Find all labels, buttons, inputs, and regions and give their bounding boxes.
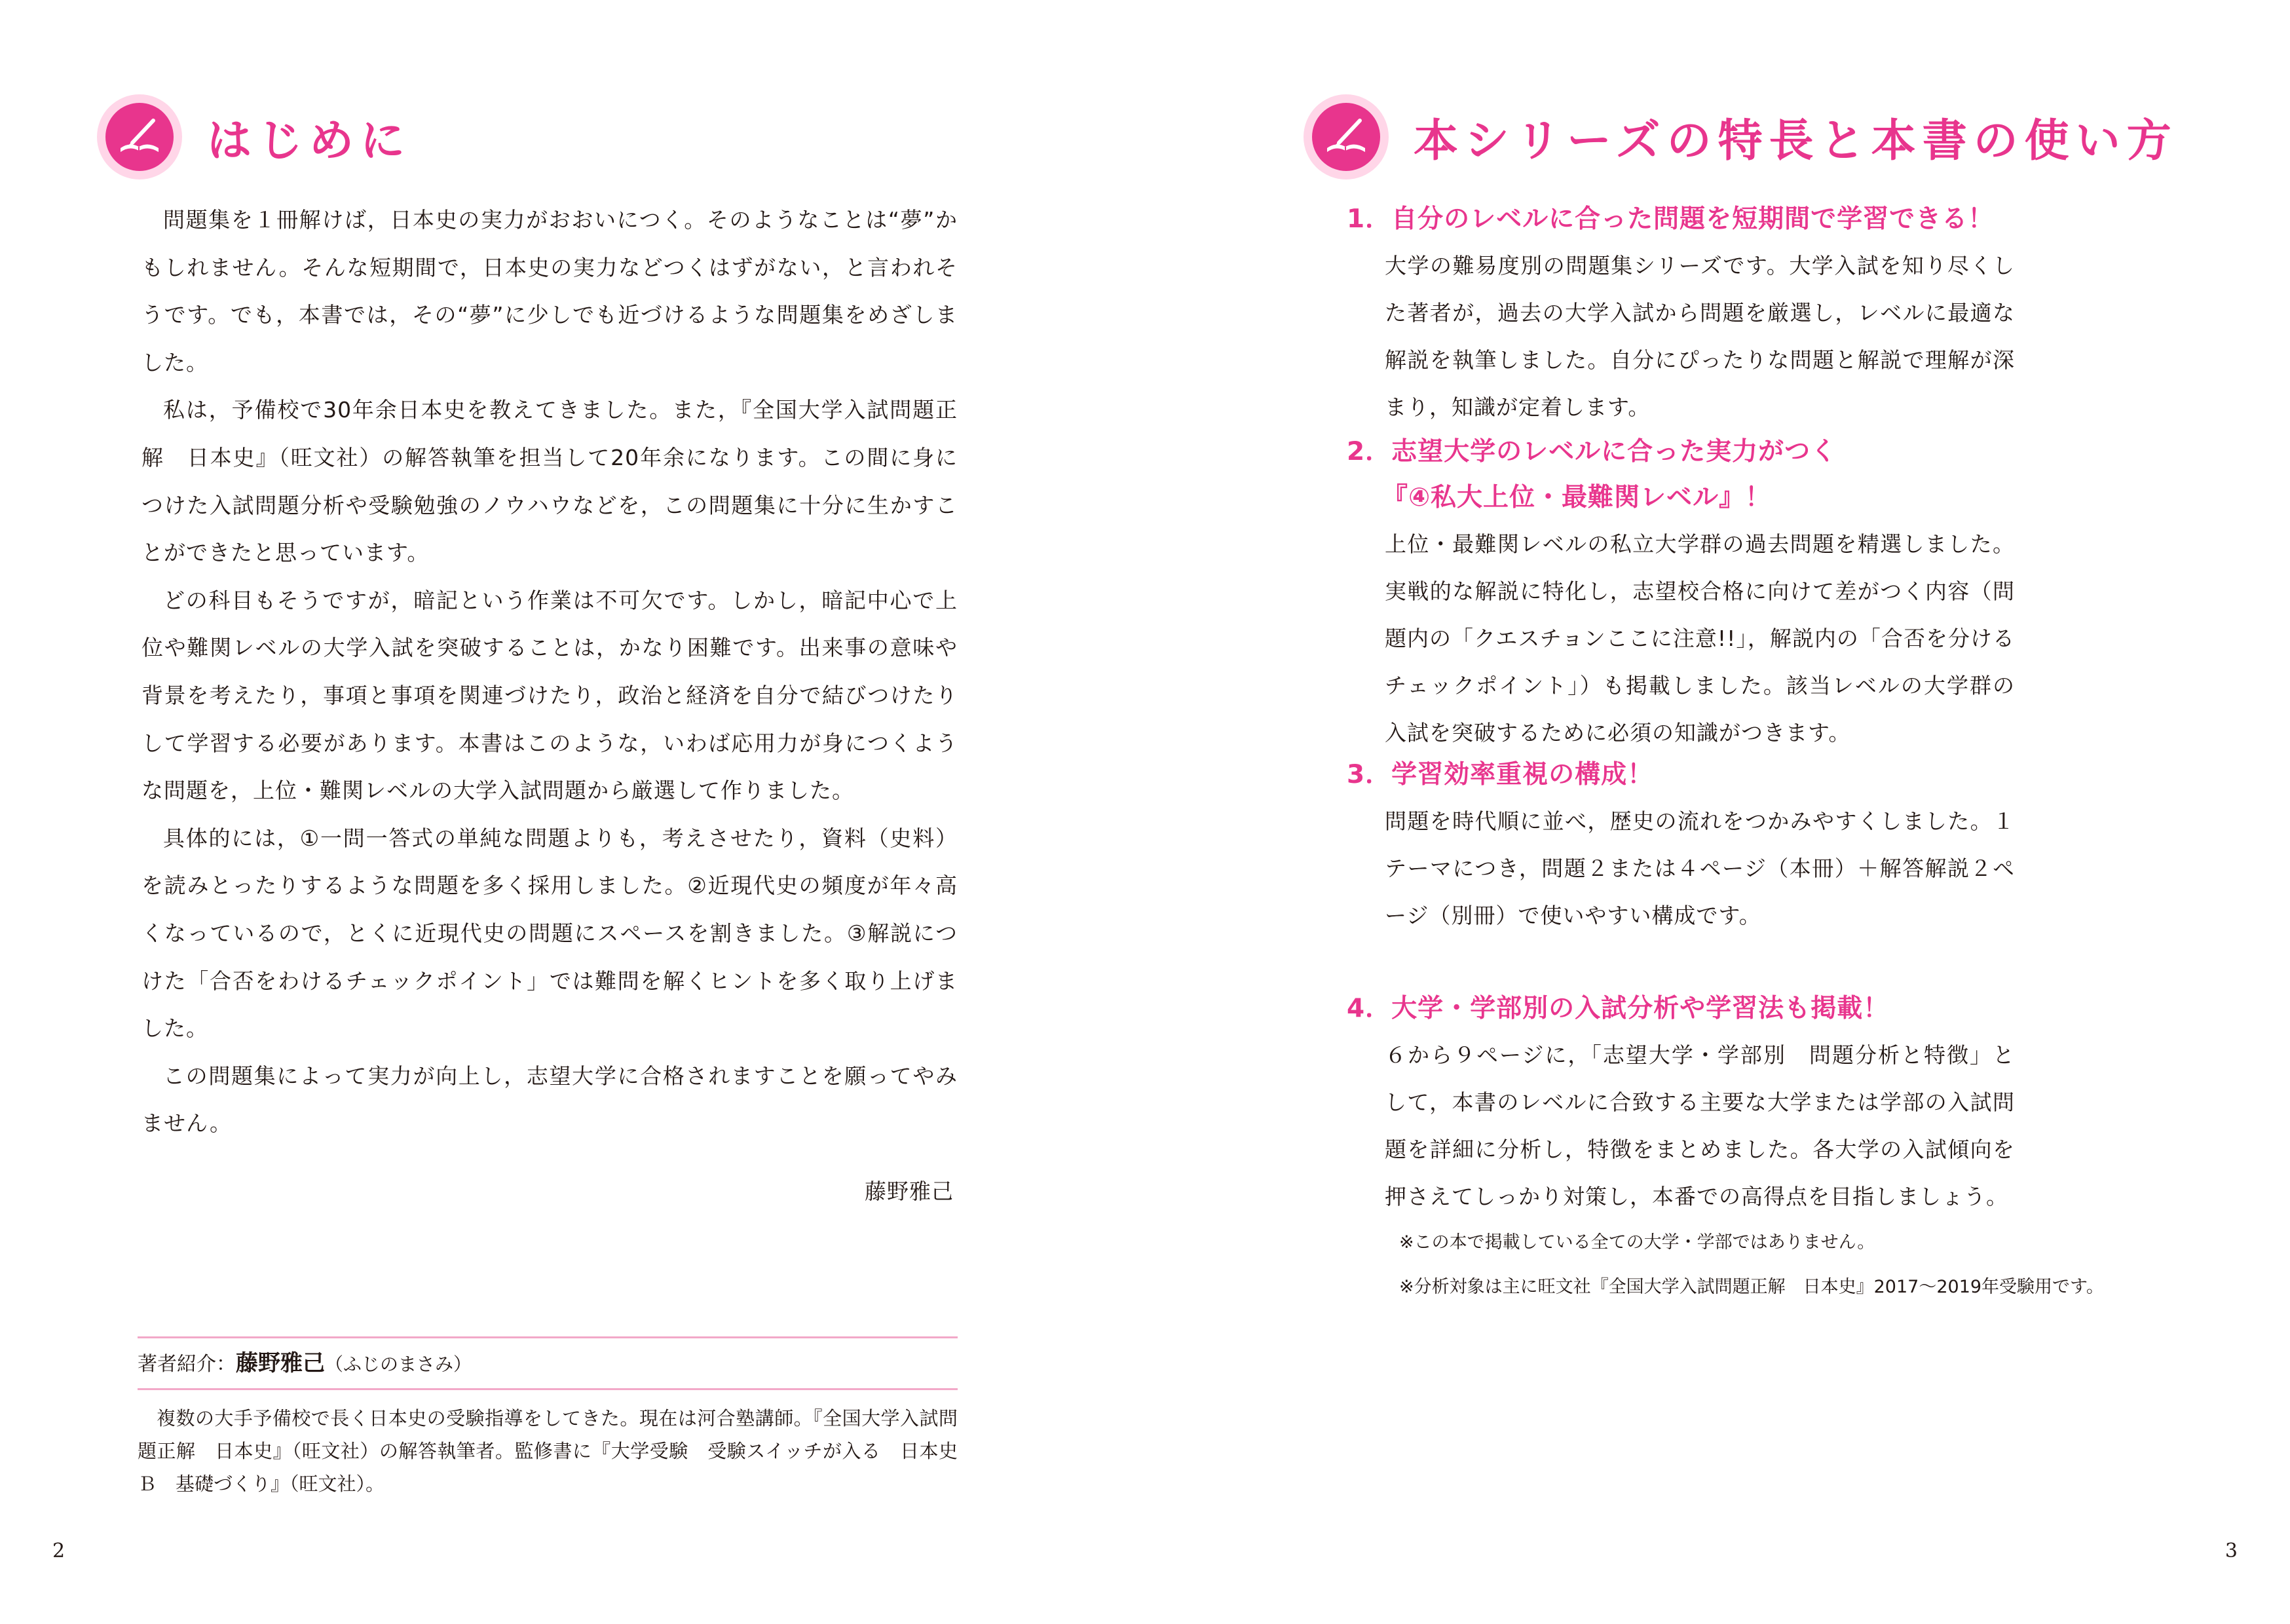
divider	[138, 1388, 958, 1390]
right-page	[1145, 0, 2290, 1624]
book-pen-icon	[1304, 94, 1389, 179]
feature-body: 上位・最難関レベルの私立大学群の過去問題を精選しました。実戦的な解説に特化し，志望校合格に向けて差がつく内容（問題内の「クエスチョンここに注意!!」，解説内の「合否を分けるチェックポイント」）も掲載しました。該当レベルの大学群の入試を突破するために必須の知識がつきます。	[1385, 531, 2015, 746]
feature-item	[1347, 752, 2015, 939]
feature-body: 問題を時代順に並べ，歴史の流れをつかみやすくしました。１テーマにつき，問題２または４ページ（本冊）＋解答解説２ページ（別冊）で使いやすい構成です。	[1385, 808, 2015, 928]
author-label: 著者紹介：	[138, 1353, 236, 1376]
feature-body: ６から９ページに，「志望大学・学部別 問題分析と特徴」として，本書のレベルに合致する主要な大学または学部の入試問題を詳細に分析し，特徴をまとめました。各大学の入試傾向を押さえてしっかり対策し，本番での高得点を目指しましょう。	[1385, 1042, 2015, 1209]
feature-title: 4．大学・学部別の入試分析や学習法も掲載！	[1347, 994, 1890, 1023]
author-bio: 複数の大手予備校で長く日本史の受験指導をしてきた。現在は河合塾講師。『全国大学入試問題正解 日本史』（旺文社）の解答執筆者。監修書に『大学受験 受験スイッチが入る 日本史Ｂ 基礎づくり』（旺文社）。	[138, 1407, 958, 1495]
feature-title: 1．自分のレベルに合った問題を短期間で学習できる！	[1347, 204, 1995, 234]
feature-body: 大学の難易度別の問題集シリーズです。大学入試を知り尽くした著者が，過去の大学入試から問題を厳選し，レベルに最適な解説を執筆しました。自分にぴったりな問題と解説で理解が深まり，知識が定着します。	[1385, 253, 2015, 420]
intro-title: はじめに	[207, 115, 412, 167]
intro-paragraph: 私は，予備校で30年余日本史を教えてきました。また，『全国大学入試問題正解 日本史』（旺文社）の解答執筆を担当して20年余になります。この間に身につけた入試問題分析や受験勉強のノウハウなどを，この問題集に十分に生かすことができたと思っています。	[141, 397, 958, 566]
intro-paragraph: 問題集を１冊解けば，日本史の実力がおおいにつく。そのようなことは“夢”かもしれません。そんな短期間で，日本史の実力などつくはずがない，と言われそうです。でも，本書では，その“夢”に少しでも近づけるような問題集をめざしました。	[141, 207, 958, 375]
feature-item	[1347, 429, 2015, 757]
page-number: 2	[52, 1539, 66, 1562]
feature-item	[1347, 197, 2015, 431]
features-title: 本シリーズの特長と本書の使い方	[1414, 115, 2178, 167]
intro-paragraph: この問題集によって実力が向上し，志望大学に合格されますことを願ってやみません。	[141, 1063, 958, 1137]
author-name: 藤野雅己	[236, 1350, 325, 1376]
intro-body	[141, 197, 958, 1148]
feature-title: 3．学習効率重視の構成！	[1347, 760, 1654, 789]
book-pen-icon	[97, 94, 182, 179]
author-header	[138, 1338, 958, 1388]
feature-title: 2．志望大学のレベルに合った実力がつく	[1347, 437, 1837, 466]
author-reading: （ふじのまさみ）	[325, 1353, 472, 1375]
feature-item	[1347, 986, 2104, 1310]
feature-subtitle: 『④私大上位・最難関レベル』！	[1382, 483, 1772, 512]
feature-note: ※分析対象は主に旺文社『全国大学入試問題正解 日本史』2017〜2019年受験用です。	[1399, 1277, 2104, 1297]
intro-paragraph: どの科目もそうですが，暗記という作業は不可欠です。しかし，暗記中心で上位や難関レベルの大学入試を突破することは，かなり困難です。出来事の意味や背景を考えたり，事項と事項を関連づけたり，政治と経済を自分で結びつけたりして学習する必要があります。本書はこのような，いわば応用力が身につくような問題を，上位・難関レベルの大学入試問題から厳選して作りました。	[141, 587, 958, 804]
page-number: 3	[2224, 1539, 2238, 1562]
intro-paragraph: 具体的には，①一問一答式の単純な問題よりも，考えさせたり，資料（史料）を読みとったりするような問題を多く採用しました。②近現代史の頻度が年々高くなっているので，とくに近現代史の問題にスペースを割きました。③解説につけた「合否をわけるチェックポイント」では難問を解くヒントを多く取り上げました。	[141, 825, 958, 1042]
author-profile	[138, 1336, 958, 1500]
features-heading	[1304, 94, 2178, 179]
author-signature: 藤野雅己	[865, 1179, 954, 1204]
feature-note: ※この本で掲載している全ての大学・学部ではありません。	[1399, 1232, 1875, 1253]
intro-heading	[97, 94, 411, 179]
